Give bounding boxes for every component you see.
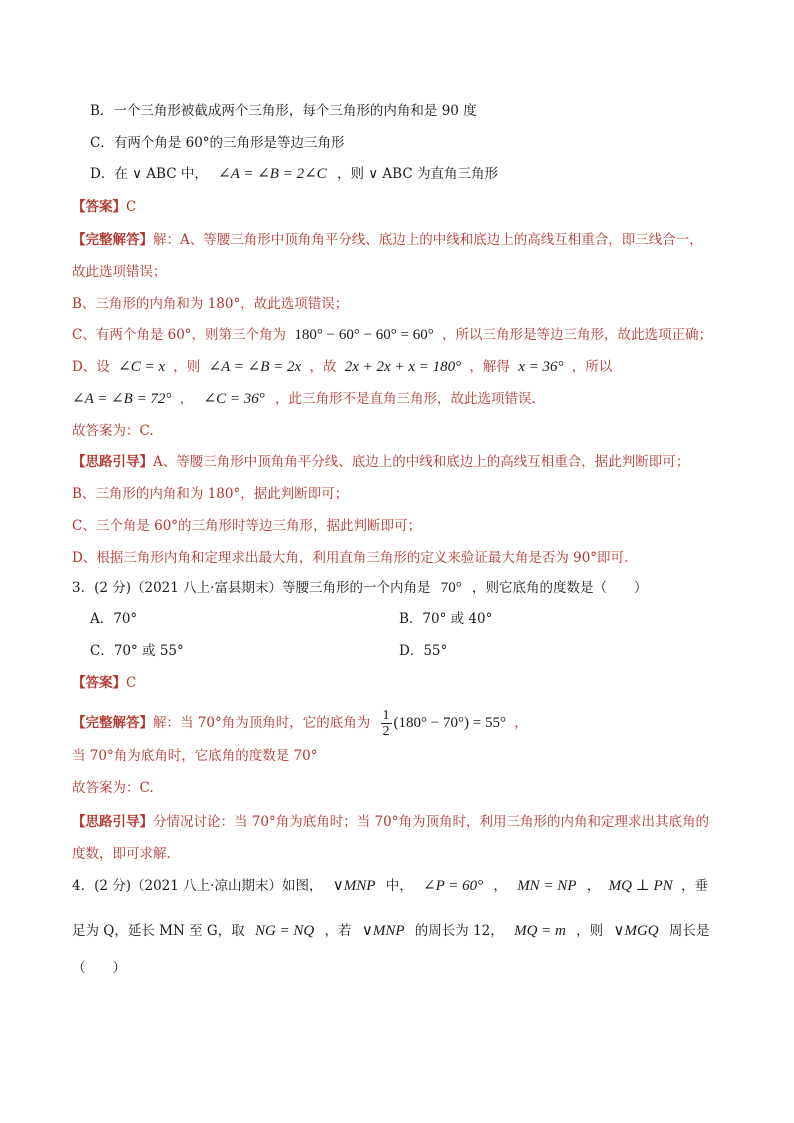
q4-stem-line-3: （ ） [72, 960, 126, 976]
q3-solution-line-2: 当 70°角为底角时，它底角的度数是 70° [72, 748, 318, 764]
q3-option-d: D．55° [399, 643, 448, 659]
q2-option-d-suffix: ，则 ∨ ABC 为直角三角形 [336, 166, 498, 182]
q3-option-a: A．70° [90, 611, 138, 627]
formula: 180° − 60° − 60° = 60° [294, 327, 434, 343]
text: ， [514, 715, 528, 731]
q2-option-d [90, 164, 498, 184]
q2-hint-line-3: C、三个角是 60°的三角形时等边三角形，据此判断即可； [72, 518, 422, 534]
formula: 70° [440, 580, 462, 596]
formula: MQ = m [514, 923, 566, 939]
solution-label: 【完整解答】 [72, 715, 153, 731]
q3-stem [72, 578, 648, 598]
text: ， [179, 391, 194, 407]
q2-option-d-prefix: D．在 ∨ ABC 中， [90, 166, 208, 182]
formula: ∠A = ∠B = 72° [72, 391, 172, 407]
formula: NG = NQ [254, 923, 315, 939]
fraction-numerator: 1 [382, 708, 390, 723]
formula: ∨MNP [361, 923, 405, 939]
text: ，解得 [469, 359, 510, 375]
text: ，所以 [571, 359, 613, 375]
fraction [381, 708, 392, 739]
text: ， [493, 878, 507, 894]
text: C、有两个角是 60°，则第三个角为 [72, 327, 287, 343]
solution-text: 解：A、等腰三角形中顶角角平分线、底边上的中线和底边上的高线互相重合，即三线合一， [153, 232, 703, 248]
solution-label: 【完整解答】 [72, 232, 153, 248]
hint-label: 【思路引导】 [72, 814, 153, 830]
text: ，此三角形不是直角三角形，故此选项错误. [275, 391, 536, 407]
q2-solution-line-6 [72, 389, 536, 409]
text: ，则 [576, 923, 604, 939]
answer-value: C [126, 675, 137, 691]
q2-hint-line-1 [72, 452, 689, 472]
text: ，则 [173, 359, 201, 375]
text: ，垂 [680, 878, 708, 894]
formula: ∠P = 60° [423, 878, 484, 894]
text: ，则它底角的度数是（ ） [472, 580, 648, 596]
answer-label: 【答案】 [72, 675, 126, 691]
q3-answer [72, 673, 136, 693]
text: 足为 Q，延长 MN 至 G，取 [72, 923, 245, 939]
answer-label: 【答案】 [72, 199, 126, 215]
formula: (180° − 70°) = 55° [393, 715, 506, 731]
hint-label: 【思路引导】 [72, 454, 153, 470]
formula: ∠C = 36° [203, 391, 265, 407]
q4-stem-line-2 [72, 921, 709, 941]
text: ，所以三角形是等边三角形，故此选项正确； [442, 327, 713, 343]
formula: ∨MGQ [613, 923, 659, 939]
formula: ∠C = x [118, 359, 165, 375]
formula: ∠A = ∠B = 2x [208, 359, 302, 375]
q3-conclusion: 故答案为：C. [72, 780, 154, 796]
fraction-denominator: 2 [382, 724, 390, 739]
q2-option-b: B．一个三角形被截成两个三角形，每个三角形的内角和是 90 度 [90, 103, 477, 119]
hint-text: A、等腰三角形中顶角角平分线、底边上的中线和底边上的高线互相重合，据此判断即可； [153, 454, 690, 470]
q3-hint-line-1 [72, 812, 709, 832]
formula: MQ ⊥ PN [608, 878, 673, 894]
formula: MN = NP [517, 878, 577, 894]
q2-solution-line-5 [72, 357, 612, 377]
text: 周长是 [668, 923, 710, 939]
q3-hint-line-2: 度数，即可求解. [72, 846, 171, 862]
hint-text: 分情况讨论：当 70°角为底角时；当 70°角为顶角时，利用三角形的内角和定理求出其底角的 [153, 814, 709, 830]
formula: 2x + 2x + x = 180° [344, 359, 462, 375]
text: 的周长为 12， [414, 923, 504, 939]
text: ， [586, 878, 601, 894]
answer-value: C [126, 199, 137, 215]
text: ，故 [309, 359, 337, 375]
q4-stem-line-1 [72, 876, 708, 896]
text: 中， [385, 878, 413, 894]
text: D、设 [72, 359, 110, 375]
formula: ∨MNP [332, 878, 376, 894]
q3-option-b: B．70° 或 40° [399, 611, 493, 627]
q2-conclusion: 故答案为：C. [72, 423, 154, 439]
q2-solution-line-1 [72, 230, 703, 250]
text: 4．(2 分)（2021 八上·凉山期末）如图， [72, 878, 323, 894]
q3-solution-line-1 [72, 708, 528, 739]
q3-option-c: C．70° 或 55° [90, 643, 184, 659]
text: 3．(2 分)（2021 八上·富县期末）等腰三角形的一个内角是 [72, 580, 431, 596]
solution-text: 解：当 70°角为顶角时，它的底角为 [153, 715, 371, 731]
q2-solution-line-4 [72, 325, 712, 345]
q2-solution-line-3: B、三角形的内角和为 180°，故此选项错误； [72, 296, 349, 312]
text: ，若 [324, 923, 352, 939]
q2-hint-line-2: B、三角形的内角和为 180°，据此判断即可； [72, 486, 349, 502]
q2-answer [72, 197, 136, 217]
q2-hint-line-4: D、根据三角形内角和定理求出最大角，利用直角三角形的定义来验证最大角是否为 90°即可. [72, 550, 629, 566]
q2-solution-line-2: 故此选项错误； [72, 264, 167, 280]
q2-option-d-formula: ∠A = ∠B = 2∠C [218, 166, 327, 182]
formula: x = 36° [518, 359, 564, 375]
q2-option-c: C．有两个角是 60°的三角形是等边三角形 [90, 135, 345, 151]
